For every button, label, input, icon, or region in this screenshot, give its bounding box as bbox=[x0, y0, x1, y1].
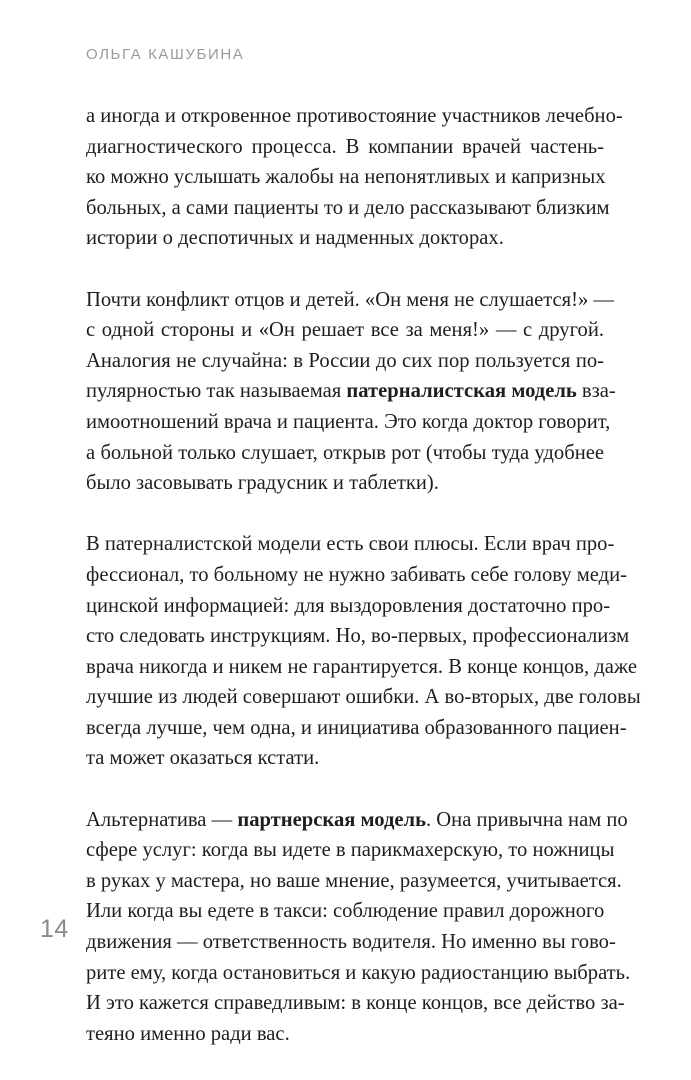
text-line: врача никогда и никем не гарантируется. В конце концов, даже bbox=[86, 655, 638, 678]
page-number: 14 bbox=[40, 915, 69, 943]
text-line: фессионал, то больному не нужно забивать себе голову меди- bbox=[86, 563, 627, 586]
text-line: имоотношений врача и пациента. Это когда доктор говорит, bbox=[86, 410, 611, 433]
text-line-with-term bbox=[86, 376, 616, 407]
body-text bbox=[86, 101, 641, 1080]
text-segment: . Она привычна нам по bbox=[426, 808, 628, 831]
paragraph-1 bbox=[86, 101, 623, 254]
text-line: всегда лучше, чем одна, и инициатива образованного пациен- bbox=[86, 716, 627, 739]
text-line: Почти конфликт отцов и детей. «Он меня не слушается!» — bbox=[86, 288, 614, 311]
text-line: а иногда и откровенное противостояние участников лечебно- bbox=[86, 105, 623, 127]
text-line: рите ему, когда остановиться и какую радиостанцию выбрать. bbox=[86, 961, 631, 984]
text-line: сто следовать инструкциям. Но, во-первых, профессионализм bbox=[86, 625, 630, 648]
term-paternalistic-model: патерналистская модель bbox=[346, 380, 577, 403]
text-line: сфере услуг: когда вы идете в парикмахерскую, то ножницы bbox=[86, 839, 615, 862]
text-line: Или когда вы едете в такси: соблюдение правил дорожного bbox=[86, 900, 605, 923]
paragraph-2 bbox=[86, 285, 616, 499]
text-line: истории о деспотичных и надменных докторах. bbox=[86, 227, 504, 250]
text-line: а больной только слушает, открыв рот (чтобы туда удобнее bbox=[86, 441, 604, 464]
text-line: теяно именно ради вас. bbox=[86, 1022, 290, 1045]
text-line-with-term bbox=[86, 805, 628, 836]
text-segment: Альтернатива — bbox=[86, 808, 238, 831]
text-line: было засовывать градусник и таблетки). bbox=[86, 472, 439, 495]
text-line: диагностического процесса. В компании врачей частень- bbox=[86, 135, 604, 158]
term-partnership-model: партнерская модель bbox=[237, 808, 426, 831]
text-line: Аналогия не случайна: в России до сих пор пользуется по- bbox=[86, 349, 604, 372]
text-line: В патерналистской модели есть свои плюсы. Если врач про- bbox=[86, 533, 615, 556]
running-header-author: ОЛЬГА КАШУБИНА bbox=[86, 46, 245, 63]
text-line: цинской информацией: для выздоровления достаточно про- bbox=[86, 594, 611, 617]
paragraph-4 bbox=[86, 805, 631, 1050]
text-line: та может оказаться кстати. bbox=[86, 747, 320, 770]
text-line: И это кажется справедливым: в конце концов, все действо за- bbox=[86, 992, 625, 1015]
paragraph-3 bbox=[86, 529, 641, 774]
text-line: ко можно услышать жалобы на непонятливых и капризных bbox=[86, 166, 606, 189]
text-line: больных, а сами пациенты то и дело рассказывают близким bbox=[86, 196, 610, 219]
text-segment: вза- bbox=[576, 380, 616, 403]
text-line: с одной стороны и «Он решает все за меня!» — с другой. bbox=[86, 319, 604, 342]
text-line: движения — ответственность водителя. Но именно вы гово- bbox=[86, 931, 616, 954]
text-line: лучшие из людей совершают ошибки. А во-вторых, две головы bbox=[86, 686, 641, 709]
text-line: в руках у мастера, но ваше мнение, разумеется, учитывается. bbox=[86, 869, 622, 892]
text-segment: пулярностью так называемая bbox=[86, 380, 347, 403]
